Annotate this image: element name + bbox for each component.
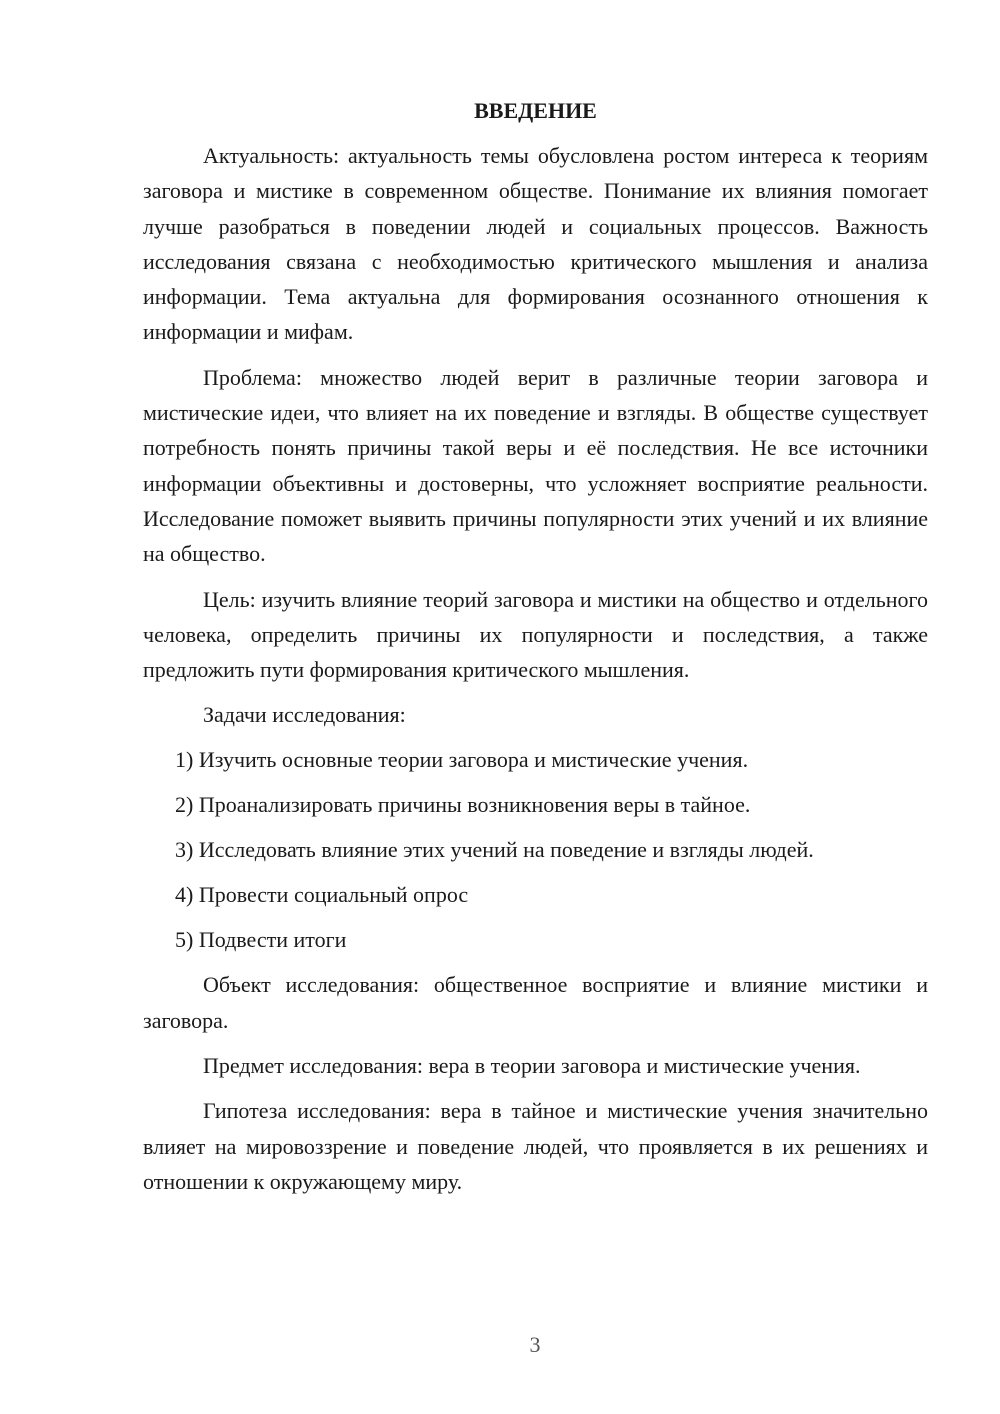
page-number: 3 bbox=[529, 1332, 541, 1357]
task-item: 3) Исследовать влияние этих учений на поведение и взгляды людей. bbox=[175, 837, 814, 863]
task-item: 4) Провести социальный опрос bbox=[175, 882, 469, 908]
task-item: 1) Изучить основные теории заговора и мистические учения. bbox=[175, 747, 749, 773]
task-item: 2) Проанализировать причины возникновения веры в тайное. bbox=[175, 792, 751, 818]
paragraph-problem: Проблема: множество людей верит в различные теории заговора и мистические идеи, что влияет на их поведение и взгляды. В обществе существует потребность понять причины такой веры и её последствия. Не все источники информации объективны и достоверны, что усложняет восприятие реальности. Исследование поможет выявить причины популярности этих учений и их влияние на общество. bbox=[143, 364, 928, 567]
paragraph-subject: Предмет исследования: вера в теории заговора и мистические учения. bbox=[203, 1053, 861, 1079]
paragraph-hypothesis: Гипотеза исследования: вера в тайное и мистические учения значительно влияет на мировоззрение и поведение людей, что проявляется в их решениях и отношении к окружающему миру. bbox=[143, 1098, 928, 1194]
paragraph-relevance: Актуальность: актуальность темы обусловлена ростом интереса к теориям заговора и мистике в современном обществе. Понимание их влияния помогает лучше разобраться в поведении людей и социальных процессов. Важность исследования связана с необходимостью критического мышления и анализа информации. Тема актуальна для формирования осознанного отношения к информации и мифам. bbox=[143, 143, 928, 345]
task-item: 5) Подвести итоги bbox=[175, 927, 347, 953]
section-title: ВВЕДЕНИЕ bbox=[474, 98, 597, 123]
page-content bbox=[143, 93, 928, 1209]
task-list bbox=[143, 742, 928, 957]
tasks-heading: Задачи исследования: bbox=[203, 702, 406, 728]
paragraph-goal: Цель: изучить влияние теорий заговора и мистики на общество и отдельного человека, определить причины их популярности и последствия, а также предложить пути формирования критического мышления. bbox=[143, 586, 928, 683]
paragraph-object: Объект исследования: общественное восприятие и влияние мистики и заговора. bbox=[143, 972, 928, 1033]
